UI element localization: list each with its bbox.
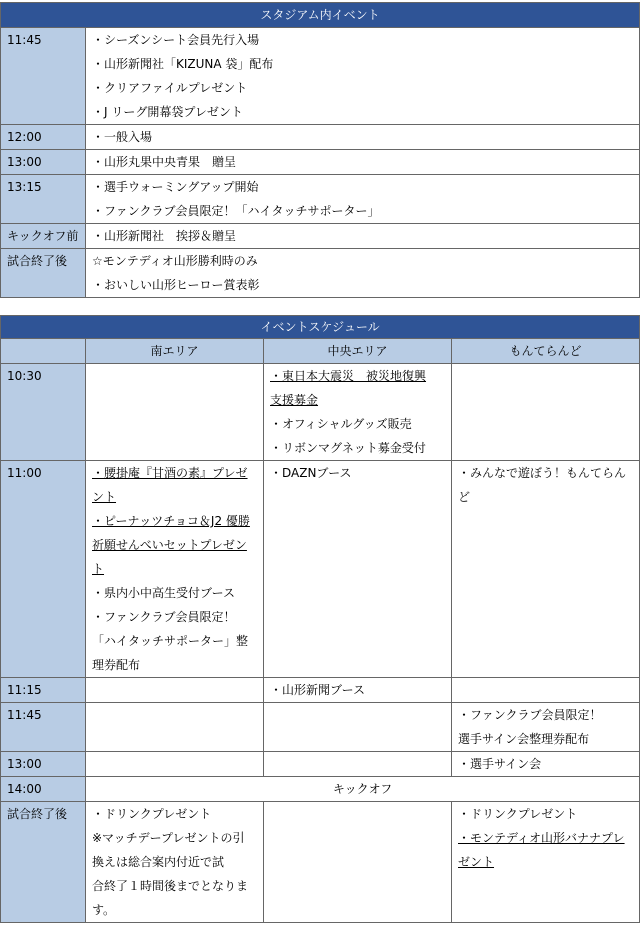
list-item: ・腰掛庵『甘酒の素』プレゼ: [92, 466, 248, 480]
table-row: [1, 28, 640, 125]
list-item: 換えは総合案内付近で試: [92, 855, 225, 869]
list-item: ント: [92, 490, 117, 504]
list-item: す。: [92, 903, 116, 917]
list-item: 選手サイン会整理券配布: [458, 732, 590, 746]
center-cell: [264, 678, 452, 703]
monte-cell: [452, 802, 640, 923]
time-cell: キックオフ前: [1, 224, 86, 249]
list-item: 合終了１時間後までとなりま: [92, 879, 249, 893]
list-item: ・ピーナッツチョコ＆J2 優勝: [92, 514, 250, 528]
table-row: [1, 125, 640, 150]
time-cell: 11:15: [1, 678, 86, 703]
time-cell: 試合終了後: [1, 802, 86, 923]
table-row: [1, 703, 640, 752]
column-header-center: 中央エリア: [264, 339, 452, 364]
list-item: ☆モンテディオ山形勝利時のみ: [92, 254, 258, 268]
center-cell: [264, 752, 452, 777]
event-schedule-table: [0, 315, 640, 923]
time-cell: 14:00: [1, 777, 86, 802]
list-item: ・おいしい山形ヒーロー賞表彰: [92, 278, 260, 292]
list-item: 祈願せんべいセットプレゼン: [92, 538, 247, 552]
time-cell: 11:00: [1, 461, 86, 678]
center-cell: [264, 461, 452, 678]
time-cell: 11:45: [1, 703, 86, 752]
list-item: ・オフィシャルグッズ販売: [270, 417, 412, 431]
list-item: 「ハイタッチサポーター」整: [92, 634, 249, 648]
list-item: ・DAZNブース: [270, 466, 352, 480]
time-cell: 13:15: [1, 175, 86, 224]
list-item: ・山形新聞社 挨拶＆贈呈: [92, 229, 237, 243]
stadium-events-title: スタジアム内イベント: [1, 3, 640, 28]
monte-cell: [452, 364, 640, 461]
table-row: [1, 461, 640, 678]
center-cell: [264, 703, 452, 752]
list-item: ・東日本大震災 被災地復興: [270, 369, 427, 383]
time-cell: 13:00: [1, 752, 86, 777]
time-cell: 10:30: [1, 364, 86, 461]
list-item: ・一般入場: [92, 130, 153, 144]
list-item: 支援募金: [270, 393, 319, 407]
table-row: [1, 802, 640, 923]
list-item: ・選手サイン会: [458, 757, 542, 771]
table-row: [1, 150, 640, 175]
list-item: ゼント: [458, 855, 495, 869]
south-cell: [86, 802, 264, 923]
list-item: ・リボンマグネット募金受付: [270, 441, 426, 455]
corner-cell: [1, 339, 86, 364]
list-item: ・山形新聞ブース: [270, 683, 366, 697]
table-row: [1, 777, 640, 802]
south-cell: [86, 752, 264, 777]
list-item: ・ファンクラブ会員限定！: [458, 708, 602, 722]
list-item: ・山形丸果中央青果 贈呈: [92, 155, 237, 169]
table-row: [1, 249, 640, 298]
table-row: [1, 224, 640, 249]
column-header-south: 南エリア: [86, 339, 264, 364]
list-item: 理券配布: [92, 658, 141, 672]
table-row: [1, 364, 640, 461]
monte-cell: [452, 461, 640, 678]
time-cell: 12:00: [1, 125, 86, 150]
list-item: ・県内小中高生受付ブース: [92, 586, 236, 600]
south-cell: [86, 678, 264, 703]
table-row: [1, 175, 640, 224]
list-item: ト: [92, 562, 105, 576]
list-item: ・ドリンクプレゼント: [92, 807, 212, 821]
column-header-monte: もんてらんど: [452, 339, 640, 364]
list-item: ※マッチデープレゼントの引: [92, 831, 245, 845]
list-item: ・シーズンシート会員先行入場: [92, 33, 260, 47]
table-row: [1, 678, 640, 703]
list-item: ど: [458, 490, 471, 504]
monte-cell: [452, 703, 640, 752]
monte-cell: [452, 678, 640, 703]
list-item: ・クリアファイルプレゼント: [92, 81, 248, 95]
event-schedule-title: イベントスケジュール: [1, 316, 640, 339]
kickoff-cell: キックオフ: [86, 777, 640, 802]
list-item: ・みんなで遊ぼう！もんてらん: [458, 466, 627, 480]
table-row: [1, 752, 640, 777]
center-cell: [264, 364, 452, 461]
list-item: ・山形新聞社「KIZUNA 袋」配布: [92, 57, 274, 71]
list-item: ・選手ウォーミングアップ開始: [92, 180, 259, 194]
list-item: ・ファンクラブ会員限定！: [92, 610, 236, 624]
list-item: ・J リーグ開幕袋プレゼント: [92, 105, 243, 119]
list-item: ・ドリンクプレゼント: [458, 807, 578, 821]
south-cell: [86, 364, 264, 461]
time-cell: 11:45: [1, 28, 86, 125]
monte-cell: [452, 752, 640, 777]
south-cell: [86, 461, 264, 678]
list-item: ・モンテディオ山形バナナプレ: [458, 831, 625, 845]
center-cell: [264, 802, 452, 923]
list-item: ・ファンクラブ会員限定！「ハイタッチサポーター」: [92, 204, 380, 218]
items-cell: [86, 28, 640, 125]
stadium-events-table: [0, 2, 640, 298]
time-cell: 13:00: [1, 150, 86, 175]
time-cell: 試合終了後: [1, 249, 86, 298]
south-cell: [86, 703, 264, 752]
